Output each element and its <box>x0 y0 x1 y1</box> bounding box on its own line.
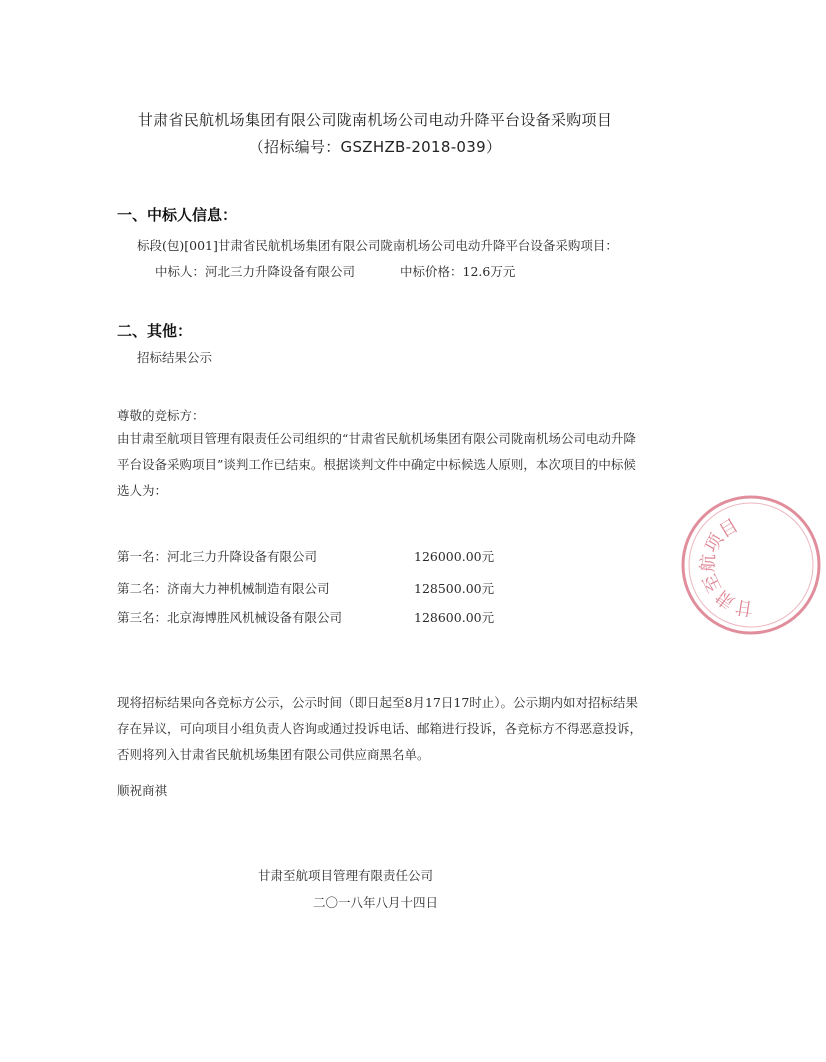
candidate-2-amount: 128500.00元 <box>414 581 495 596</box>
notice-paragraph: 现将招标结果向各竞标方公示，公示时间（即日起至8月17日17时止）。公示期内如对招标结果存在异议，可向项目小组负责人咨询或通过投诉电话、邮箱进行投诉，各竞标方不得恶意投诉，否则将列入甘肃省民航机场集团有限公司供应商黑名单。 <box>117 695 643 762</box>
salutation: 尊敬的竞标方： <box>117 408 205 423</box>
closing-remark: 顺祝商祺 <box>117 783 168 798</box>
signature-date: 二〇一八年八月十四日 <box>313 895 439 910</box>
winning-price: 中标价格：12.6万元 <box>400 264 516 279</box>
result-announcement-subheading: 招标结果公示 <box>137 350 213 365</box>
tender-number: （招标编号：GSZHZB-2018-039） <box>248 138 502 156</box>
candidate-3-amount: 128600.00元 <box>414 610 495 625</box>
winner-name: 中标人：河北三力升降设备有限公司 <box>155 264 356 279</box>
svg-text:甘肃至航项目 <box>693 514 757 623</box>
candidate-3-rank: 第三名：北京海博胜风机械设备有限公司 <box>117 610 343 625</box>
document-title: 甘肃省民航机场集团有限公司陇南机场公司电动升降平台设备采购项目 <box>137 111 613 129</box>
intro-paragraph: 由甘肃至航项目管理有限责任公司组织的“甘肃省民航机场集团有限公司陇南机场公司电动升降平台设备采购项目”谈判工作已结束。根据谈判文件中确定中标候选人原则，本次项目的中标候选人为： <box>117 431 636 498</box>
company-seal-icon <box>676 490 826 640</box>
candidate-1-amount: 126000.00元 <box>414 549 495 564</box>
section-heading-other: 二、其他： <box>117 322 193 340</box>
candidate-2-rank: 第二名：济南大力神机械制造有限公司 <box>117 581 330 596</box>
lot-line: 标段(包)[001]甘肃省民航机场集团有限公司陇南机场公司电动升降平台设备采购项目： <box>137 238 618 253</box>
section-heading-winner: 一、中标人信息： <box>117 206 238 224</box>
seal-text: 甘肃至航项目 <box>697 515 755 619</box>
candidate-1-rank: 第一名：河北三力升降设备有限公司 <box>117 549 318 564</box>
signature-company: 甘肃至航项目管理有限责任公司 <box>258 868 434 883</box>
